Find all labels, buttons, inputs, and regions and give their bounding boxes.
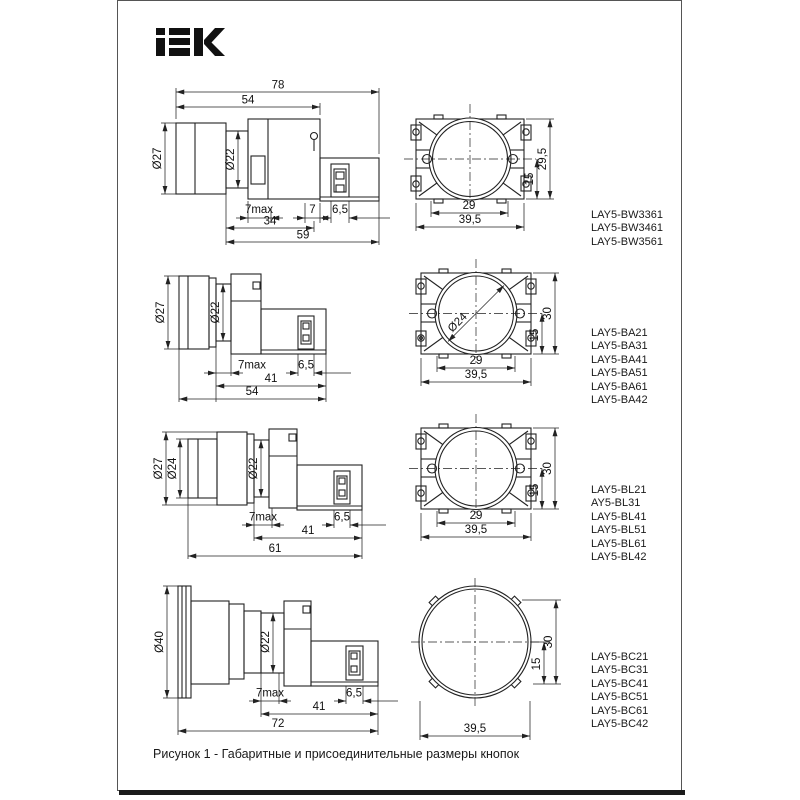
dim-label: 30 (542, 462, 554, 475)
dim-label: 15 (524, 172, 536, 186)
dim-label: Ø27 (153, 457, 165, 480)
dim-label: 6,5 (334, 511, 350, 524)
model-number: LAY5-BL41 (591, 510, 647, 523)
dim-label: 41 (301, 525, 315, 537)
dim-label: 39,5 (463, 723, 487, 735)
model-number: LAY5-BL51 (591, 524, 647, 537)
model-list-bl (591, 484, 646, 564)
dim-label: 6,5 (332, 204, 348, 216)
dim-label: 7 (309, 204, 316, 216)
model-number: LAY5-BL21 (591, 484, 647, 496)
dim-label: 72 (271, 718, 285, 730)
dim-label: Ø22 (260, 631, 272, 653)
model-list-ba (591, 327, 648, 407)
row3-front-view (409, 414, 559, 541)
dim-label: 39,5 (464, 524, 488, 536)
dim-label: 59 (296, 229, 310, 242)
model-number: LAY5-BC41 (591, 677, 649, 690)
model-number: LAY5-BC42 (591, 718, 649, 731)
model-number: LAY5-BA42 (591, 394, 648, 407)
model-number: LAY5-BW3561 (591, 235, 663, 248)
dim-label: 30 (542, 307, 554, 320)
dim-label: 61 (268, 543, 282, 555)
model-list-bc (591, 651, 648, 731)
dim-label: 78 (271, 79, 285, 92)
dim-label: 39,5 (464, 369, 488, 381)
dim-label: 15 (531, 657, 543, 671)
row4-side-view (154, 586, 398, 735)
dim-label: 54 (245, 386, 259, 398)
dim-label: 29 (469, 510, 483, 522)
dim-label: 7max (237, 359, 267, 372)
dim-label: 29 (469, 355, 483, 367)
dim-label: 54 (241, 94, 255, 107)
model-number: AY5-BL31 (591, 497, 641, 510)
model-number: LAY5-BC31 (591, 664, 649, 677)
model-number: LAY5-BW3361 (591, 209, 663, 221)
model-number: LAY5-BA21 (591, 327, 648, 339)
row3-side-view (153, 429, 386, 559)
figure-caption: Рисунок 1 - Габаритные и присоединительные размеры кнопок (153, 747, 520, 761)
row1-front-view (404, 104, 554, 231)
dim-label: 41 (312, 701, 326, 713)
dim-label: 41 (264, 373, 278, 385)
row2-front-view (409, 259, 559, 386)
dim-label: Ø22 (210, 301, 222, 324)
dim-label: 39,5 (458, 214, 482, 226)
page-frame (117, 0, 682, 791)
model-number: LAY5-BL61 (591, 537, 647, 550)
row4-front-view (411, 578, 561, 740)
dim-label: 6,5 (298, 359, 314, 372)
model-number: LAY5-BW3461 (591, 222, 663, 235)
dim-label: 7max (248, 511, 278, 524)
dim-label: Ø27 (152, 147, 164, 170)
model-number: LAY5-BA61 (591, 380, 648, 393)
dim-label: 29,5 (537, 147, 549, 171)
model-number: LAY5-BL42 (591, 551, 647, 564)
dim-label: 29 (462, 200, 476, 212)
model-list-bw (591, 209, 663, 249)
model-number: LAY5-BA51 (591, 367, 648, 380)
dim-label: Ø22 (225, 148, 237, 171)
model-number: LAY5-BC51 (591, 691, 649, 704)
dim-label: 15 (529, 483, 541, 497)
row1-side-view (152, 80, 390, 246)
dim-label: Ø22 (248, 457, 260, 480)
model-number: LAY5-BA31 (591, 340, 648, 353)
row2-side-view (155, 274, 351, 402)
model-number: LAY5-BC21 (591, 651, 649, 663)
dim-label: 6,5 (346, 687, 362, 700)
dim-label: 30 (543, 635, 555, 649)
dim-label: 7max (244, 204, 274, 216)
dim-label: Ø24 (445, 310, 470, 335)
model-number: LAY5-BA41 (591, 353, 648, 366)
dim-label: Ø24 (167, 457, 179, 480)
page-bottom-edge (119, 790, 685, 795)
dim-label: 34 (263, 215, 277, 228)
dim-label: Ø27 (155, 301, 167, 324)
dim-label: 7max (255, 687, 285, 700)
model-number: LAY5-BC61 (591, 704, 649, 717)
dim-label: 15 (529, 328, 541, 342)
dim-label: Ø40 (154, 631, 166, 653)
